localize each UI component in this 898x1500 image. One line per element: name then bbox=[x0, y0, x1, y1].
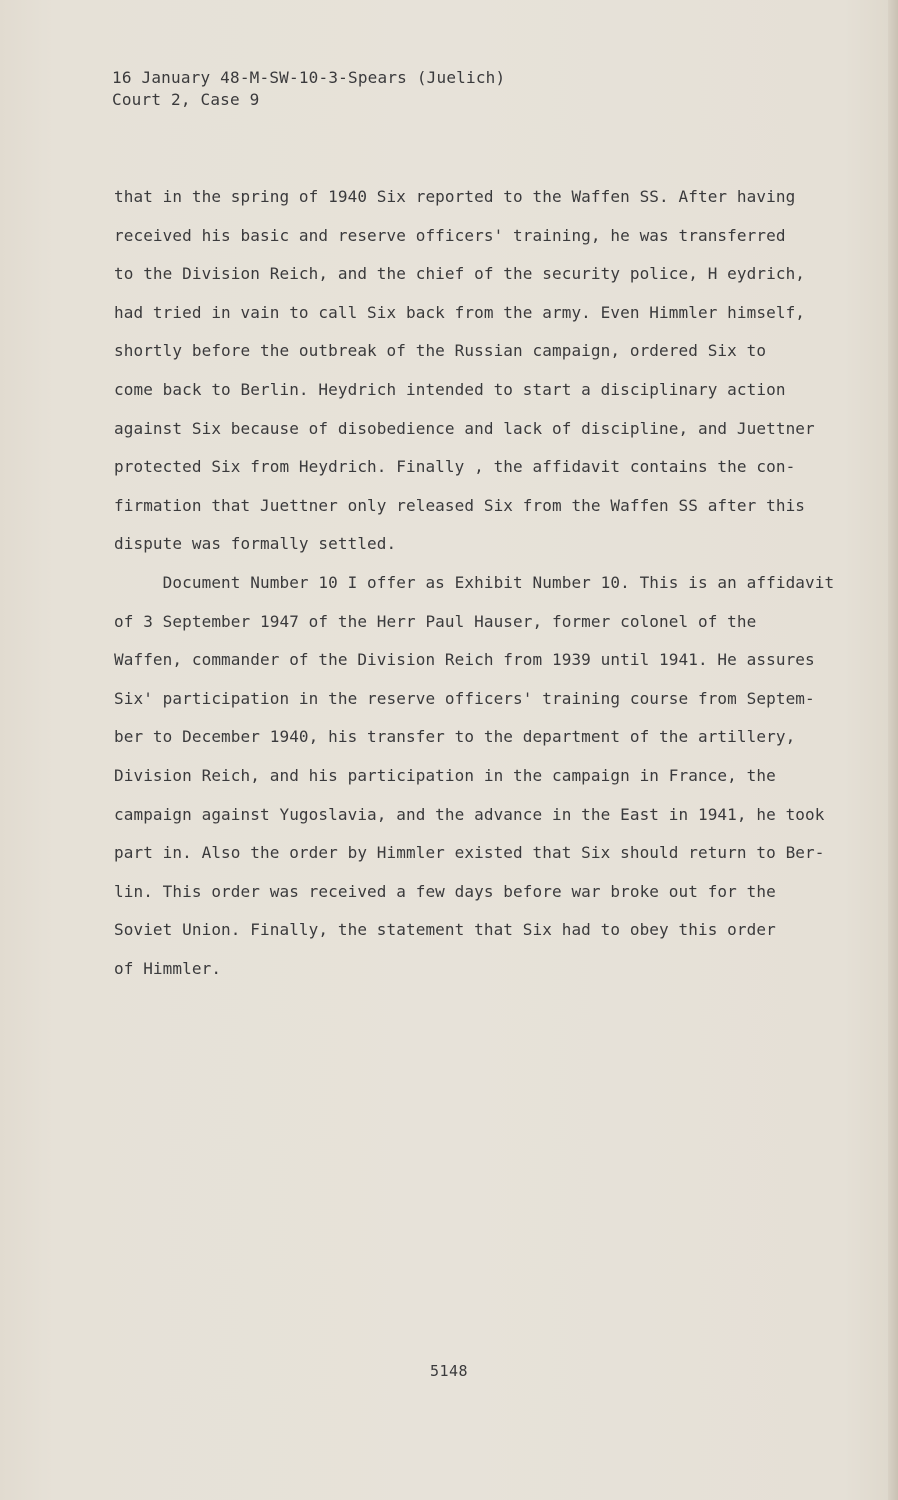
page-edge bbox=[888, 0, 898, 1500]
body-line: Waffen, commander of the Division Reich from 1939 until 1941. He assures bbox=[114, 650, 815, 670]
body-line: part in. Also the order by Himmler existed that Six should return to Ber- bbox=[114, 843, 825, 863]
body-line: Document Number 10 I offer as Exhibit Number 10. This is an affidavit bbox=[114, 572, 835, 592]
header-court-case: Court 2, Case 9 bbox=[112, 90, 260, 109]
body-line: lin. This order was received a few days before war broke out for the bbox=[114, 881, 776, 901]
body-line: dispute was formally settled. bbox=[114, 534, 397, 554]
body-line: against Six because of disobedience and lack of discipline, and Juettner bbox=[114, 418, 815, 438]
body-line: Six' participation in the reserve officers' training course from Septem- bbox=[114, 688, 815, 708]
body-line: come back to Berlin. Heydrich intended to start a disciplinary action bbox=[114, 379, 786, 399]
body-line: received his basic and reserve officers' training, he was transferred bbox=[114, 225, 786, 245]
body-line: Soviet Union. Finally, the statement that Six had to obey this order bbox=[114, 920, 776, 940]
document-header bbox=[112, 67, 505, 111]
body-line: protected Six from Heydrich. Finally , the affidavit contains the con- bbox=[114, 457, 796, 477]
transcript-body bbox=[114, 178, 844, 988]
body-line: that in the spring of 1940 Six reported to the Waffen SS. After having bbox=[114, 187, 796, 206]
body-line: firmation that Juettner only released Six from the Waffen SS after this bbox=[114, 495, 806, 515]
body-line: campaign against Yugoslavia, and the advance in the East in 1941, he took bbox=[114, 804, 825, 824]
body-line: had tried in vain to call Six back from the army. Even Himmler himself, bbox=[114, 302, 806, 322]
body-line: to the Division Reich, and the chief of the security police, H eydrich, bbox=[114, 264, 806, 284]
body-line: Division Reich, and his participation in the campaign in France, the bbox=[114, 765, 776, 785]
body-line: of 3 September 1947 of the Herr Paul Hauser, former colonel of the bbox=[114, 611, 757, 631]
page-number: 5148 bbox=[429, 1362, 469, 1380]
header-date-reference: 16 January 48-M-SW-10-3-Spears (Juelich) bbox=[112, 68, 506, 87]
body-line: shortly before the outbreak of the Russian campaign, ordered Six to bbox=[114, 341, 767, 361]
body-line: of Himmler. bbox=[114, 958, 222, 978]
body-line: ber to December 1940, his transfer to the department of the artillery, bbox=[114, 727, 796, 747]
